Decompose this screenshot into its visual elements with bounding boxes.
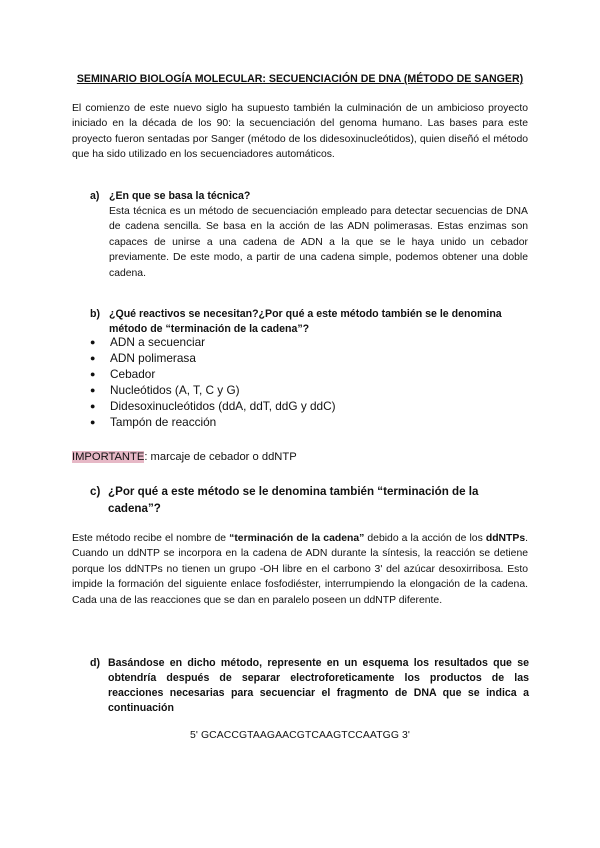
answer-c-part3: . Cuando un ddNTP se incorpora en la cadena de ADN durante la síntesis, la reacción se detiene porque los ddNTPs no tienen un grupo -OH libre en el carbono 3' del azúcar desoxirribosa. Esto impide la formación del siguiente enlace fosfodiéster, interrumpiendo la elongación de la cadena. Cada una de las reacciones que se dan en paralelo poseen un ddNTP diferente. <box>72 533 529 606</box>
important-note <box>72 449 297 465</box>
question-c-text: ¿Por qué a este método se le denomina también “terminación de la cadena”? <box>108 485 479 515</box>
bullet-icon: ● <box>90 385 96 395</box>
document-title: SEMINARIO BIOLOGÍA MOLECULAR: SECUENCIACIÓN DE DNA (MÉTODO DE SANGER) <box>76 73 524 85</box>
bullet-icon: ● <box>90 401 96 411</box>
answer-a: Esta técnica es un método de secuenciación empleado para detectar secuencias de DNA de cadena sencilla. Se basa en la acción de las ADN polimerasas. Estas enzimas son capaces de unirse a una cadena de ADN a la que se le haya unido un cebador previamente. De este modo, a partir de una cadena simple, podemos obtener una doble cadena. <box>109 206 528 279</box>
bullet-icon: ● <box>90 369 96 379</box>
dna-sequence: 5' GCACCGTAAGAACGTCAAGTCCAATGG 3' <box>190 730 410 741</box>
question-a-label: a) <box>90 190 100 202</box>
list-item-text: Tampón de reacción <box>110 415 217 429</box>
question-b-text: ¿Qué reactivos se necesitan?¿Por qué a este método también se le denomina método de “terminación de la cadena”? <box>109 308 502 335</box>
list-item-text: Cebador <box>110 367 156 381</box>
question-a-text: ¿En que se basa la técnica? <box>109 190 251 202</box>
list-item <box>90 382 336 398</box>
bullet-icon: ● <box>90 337 96 347</box>
reagents-list <box>90 334 336 430</box>
list-item-text: Nucleótidos (A, T, C y G) <box>110 383 240 397</box>
answer-c-bold2: ddNTPs <box>485 533 526 544</box>
list-item-text: ADN polimerasa <box>110 351 196 365</box>
answer-c <box>72 531 528 608</box>
list-item <box>90 398 336 414</box>
question-c-label: c) <box>90 485 101 498</box>
list-item-text: Didesoxinucleótidos (ddA, ddT, ddG y ddC) <box>110 399 336 413</box>
list-item <box>90 350 336 366</box>
question-d-text: Basándose en dicho método, represente en un esquema los resultados que se obtendría después de separar electroforeticamente los productos de las reacciones necesarias para secuenciar el fragmento de DNA que se indica a continuación <box>108 657 529 714</box>
answer-c-part2: debido a la acción de los <box>364 533 486 544</box>
answer-c-part1: Este método recibe el nombre de <box>72 533 230 544</box>
bullet-icon: ● <box>90 353 96 363</box>
intro-paragraph: El comienzo de este nuevo siglo ha supuesto también la culminación de un ambicioso proyecto iniciado en la década de los 90: la secuenciación del genoma humano. Las bases para este proyecto fueron sentadas por Sanger (método de los didesoxinucleótidos), quien diseñó el método que ha sido utilizado en los secuenciadores automáticos. <box>72 103 528 161</box>
question-b-label: b) <box>90 308 100 320</box>
important-text: : marcaje de cebador o ddNTP <box>144 451 297 463</box>
list-item <box>90 366 336 382</box>
list-item <box>90 334 336 350</box>
list-item <box>90 414 336 430</box>
question-d-label: d) <box>90 657 100 669</box>
list-item-text: ADN a secuenciar <box>110 335 206 349</box>
answer-c-bold1: “terminación de la cadena” <box>229 533 365 544</box>
bullet-icon: ● <box>90 417 96 427</box>
important-highlight: IMPORTANTE <box>72 451 145 463</box>
